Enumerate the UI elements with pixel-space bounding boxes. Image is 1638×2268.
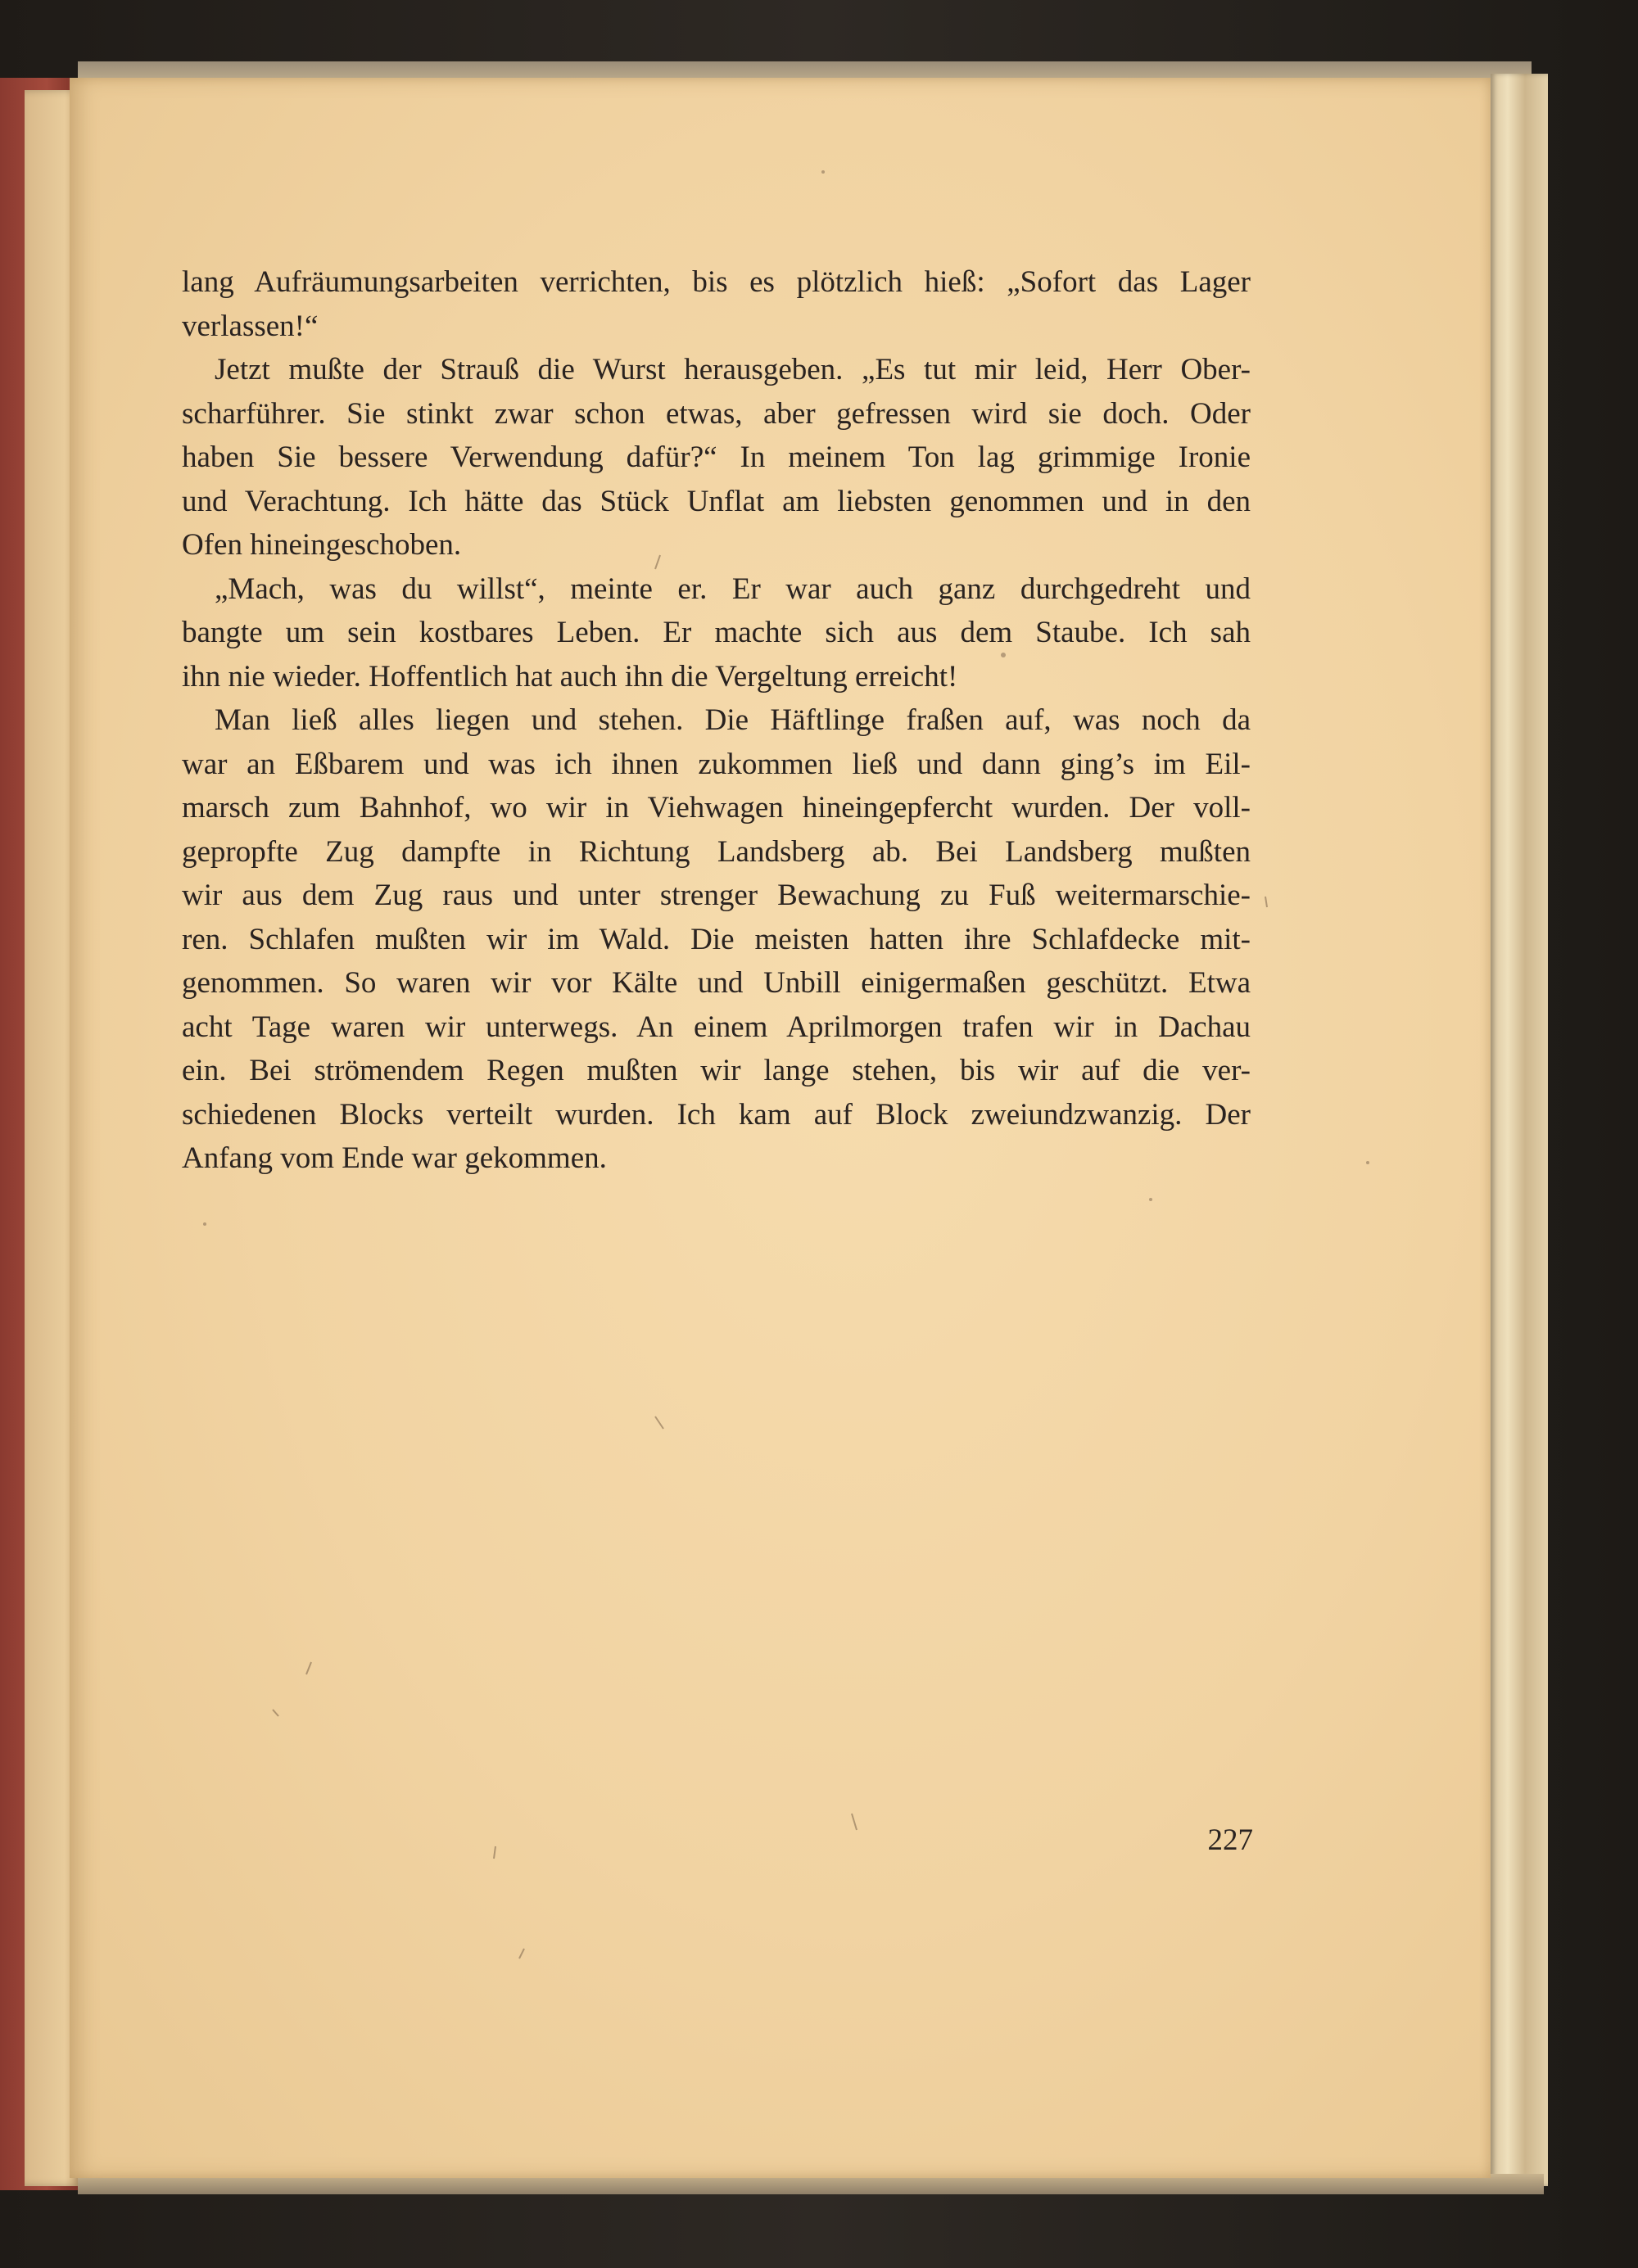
text-line: acht Tage waren wir unterwegs. An einem Aprilmorgen trafen wir in Dachau (182, 1010, 1251, 1044)
text-line: Anfang vom Ende war gekommen. (182, 1141, 607, 1175)
text-line: ihn nie wieder. Hoffentlich hat auch ihn die Vergeltung erreicht! (182, 659, 958, 694)
text-line: war an Eßbarem und was ich ihnen zukommen ließ und dann ging’s im Eil- (182, 747, 1251, 781)
text-line: und Verachtung. Ich hätte das Stück Unflat am liebsten genommen und in den (182, 484, 1251, 518)
text-line: Ofen hineingeschoben. (182, 528, 462, 562)
text-line: gepropfte Zug dampfte in Richtung Landsberg ab. Bei Landsberg mußten (182, 834, 1251, 869)
text-line: verlassen!“ (182, 309, 319, 343)
text-line: lang Aufräumungsarbeiten verrichten, bis es plötzlich hieß: „Sofort das Lager (182, 265, 1251, 299)
text-line: wir aus dem Zug raus und unter strenger Bewachung zu Fuß weitermarschie- (182, 879, 1251, 912)
text-line: ein. Bei strömendem Regen mußten wir lange stehen, bis wir auf die ver- (182, 1054, 1251, 1087)
text-line: Man ließ alles liegen und stehen. Die Häftlinge fraßen auf, was noch da (215, 703, 1251, 737)
body-text (182, 260, 1251, 1181)
text-line: bangte um sein kostbares Leben. Er machte sich aus dem Staube. Ich sah (182, 616, 1251, 649)
text-line: scharführer. Sie stinkt zwar schon etwas, aber gefressen wird sie doch. Oder (182, 396, 1251, 431)
text-line: marsch zum Bahnhof, wo wir in Viehwagen hineingepfercht wurden. Der voll- (182, 791, 1251, 825)
text-line: ren. Schlafen mußten wir im Wald. Die meisten hatten ihre Schlafdecke mit- (182, 922, 1251, 956)
text-line: Jetzt mußte der Strauß die Wurst herausgeben. „Es tut mir leid, Herr Ober- (215, 353, 1251, 386)
text-line: haben Sie bessere Verwendung dafür?“ In meinem Ton lag grimmige Ironie (182, 440, 1251, 474)
text-line: „Mach, was du willst“, meinte er. Er war auch ganz durchgedreht und (215, 572, 1251, 606)
text-line: genommen. So waren wir vor Kälte und Unbill einigermaßen geschützt. Etwa (182, 966, 1251, 1000)
page-number: 227 (1207, 1823, 1253, 1857)
text-line: schiedenen Blocks verteilt wurden. Ich kam auf Block zweiundzwanzig. Der (182, 1097, 1251, 1132)
page-stack-right-edge (1491, 74, 1548, 2186)
